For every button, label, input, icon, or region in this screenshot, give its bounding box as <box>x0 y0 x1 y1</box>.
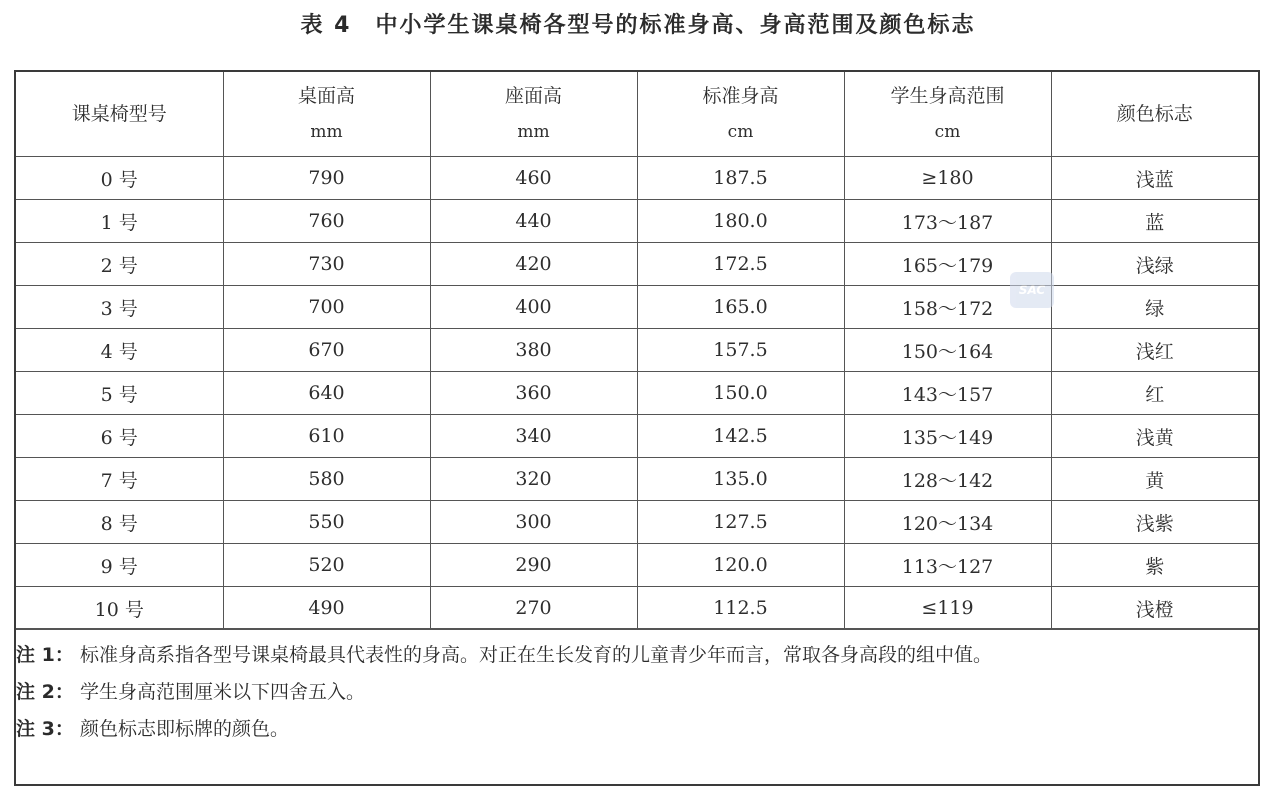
table-cell: 150.0 <box>637 372 844 415</box>
table-cell: 730 <box>223 243 430 286</box>
column-header <box>637 72 844 157</box>
table-row <box>16 544 1258 587</box>
table-cell: 浅黄 <box>1051 415 1258 458</box>
spec-table-frame <box>14 70 1260 786</box>
column-header-unit: cm <box>727 122 754 142</box>
table-cell: 340 <box>430 415 637 458</box>
table-body <box>16 157 1258 630</box>
spec-table <box>16 72 1258 630</box>
note-label: 注 2： <box>16 681 74 703</box>
table-cell: 浅绿 <box>1051 243 1258 286</box>
table-cell: 580 <box>223 458 430 501</box>
table-cell: 760 <box>223 200 430 243</box>
column-header-unit: mm <box>517 122 550 142</box>
table-row <box>16 501 1258 544</box>
table-cell: 浅蓝 <box>1051 157 1258 200</box>
table-cell: 165.0 <box>637 286 844 329</box>
table-cell: 127.5 <box>637 501 844 544</box>
table-cell: 135～149 <box>844 415 1051 458</box>
table-cell: 520 <box>223 544 430 587</box>
table-cell: 550 <box>223 501 430 544</box>
table-cell: 320 <box>430 458 637 501</box>
table-cell: 400 <box>430 286 637 329</box>
table-cell: 150～164 <box>844 329 1051 372</box>
table-cell: 128～142 <box>844 458 1051 501</box>
table-cell: 790 <box>223 157 430 200</box>
table-row <box>16 587 1258 630</box>
column-header-label: 学生身高范围 <box>890 85 1005 107</box>
sac-watermark: SAC <box>1010 272 1054 308</box>
note-item <box>16 674 1258 711</box>
table-cell: 420 <box>430 243 637 286</box>
table-cell: 172.5 <box>637 243 844 286</box>
table-cell: 143～157 <box>844 372 1051 415</box>
note-label: 注 3： <box>16 718 74 740</box>
column-header <box>430 72 637 157</box>
table-cell: 490 <box>223 587 430 630</box>
table-row <box>16 200 1258 243</box>
table-cell: 黄 <box>1051 458 1258 501</box>
table-cell: 165～179 <box>844 243 1051 286</box>
column-header-label: 座面高 <box>504 85 562 107</box>
table-cell: 10 号 <box>16 587 223 630</box>
table-cell: 380 <box>430 329 637 372</box>
column-header <box>844 72 1051 157</box>
table-row <box>16 329 1258 372</box>
table-cell: 270 <box>430 587 637 630</box>
table-cell: 7 号 <box>16 458 223 501</box>
column-header <box>16 72 223 157</box>
table-cell: 8 号 <box>16 501 223 544</box>
table-row <box>16 157 1258 200</box>
table-cell: 300 <box>430 501 637 544</box>
table-cell: ≥180 <box>844 157 1051 200</box>
table-cell: 290 <box>430 544 637 587</box>
column-header-unit: cm <box>934 122 961 142</box>
column-header-label: 桌面高 <box>297 85 355 107</box>
table-cell: 158～172 <box>844 286 1051 329</box>
table-cell: 绿 <box>1051 286 1258 329</box>
table-cell: ≤119 <box>844 587 1051 630</box>
table-cell: 0 号 <box>16 157 223 200</box>
table-cell: 670 <box>223 329 430 372</box>
table-cell: 2 号 <box>16 243 223 286</box>
note-text: 颜色标志即标牌的颜色。 <box>80 718 290 740</box>
column-header <box>1051 72 1258 157</box>
table-title: 表 4 中小学生课桌椅各型号的标准身高、身高范围及颜色标志 <box>300 13 976 38</box>
note-text: 标准身高系指各型号课桌椅最具代表性的身高。对正在生长发育的儿童青少年而言，常取各身高段的组中值。 <box>80 644 993 666</box>
column-header <box>223 72 430 157</box>
column-header-label: 标准身高 <box>702 85 779 107</box>
column-header-label: 课桌椅型号 <box>71 103 167 125</box>
table-cell: 640 <box>223 372 430 415</box>
table-cell: 173～187 <box>844 200 1051 243</box>
note-label: 注 1： <box>16 644 74 666</box>
table-cell: 紫 <box>1051 544 1258 587</box>
table-cell: 120～134 <box>844 501 1051 544</box>
column-header-label: 颜色标志 <box>1116 103 1193 125</box>
column-header-unit: mm <box>310 122 343 142</box>
table-cell: 浅红 <box>1051 329 1258 372</box>
table-cell: 浅橙 <box>1051 587 1258 630</box>
table-header-row <box>16 72 1258 157</box>
table-cell: 142.5 <box>637 415 844 458</box>
table-cell: 5 号 <box>16 372 223 415</box>
table-cell: 9 号 <box>16 544 223 587</box>
table-row <box>16 415 1258 458</box>
table-row <box>16 372 1258 415</box>
table-row <box>16 458 1258 501</box>
table-cell: 360 <box>430 372 637 415</box>
note-item <box>16 637 1258 674</box>
table-cell: 700 <box>223 286 430 329</box>
table-cell: 180.0 <box>637 200 844 243</box>
table-cell: 3 号 <box>16 286 223 329</box>
table-cell: 6 号 <box>16 415 223 458</box>
table-cell: 浅紫 <box>1051 501 1258 544</box>
table-row <box>16 286 1258 329</box>
table-cell: 440 <box>430 200 637 243</box>
table-cell: 187.5 <box>637 157 844 200</box>
table-cell: 113～127 <box>844 544 1051 587</box>
table-row <box>16 243 1258 286</box>
table-cell: 120.0 <box>637 544 844 587</box>
table-cell: 1 号 <box>16 200 223 243</box>
table-cell: 460 <box>430 157 637 200</box>
table-cell: 蓝 <box>1051 200 1258 243</box>
table-cell: 红 <box>1051 372 1258 415</box>
note-text: 学生身高范围厘米以下四舍五入。 <box>80 681 366 703</box>
note-item <box>16 711 1258 748</box>
table-cell: 4 号 <box>16 329 223 372</box>
table-cell: 135.0 <box>637 458 844 501</box>
table-cell: 112.5 <box>637 587 844 630</box>
table-cell: 610 <box>223 415 430 458</box>
table-cell: 157.5 <box>637 329 844 372</box>
notes-section <box>16 628 1258 784</box>
